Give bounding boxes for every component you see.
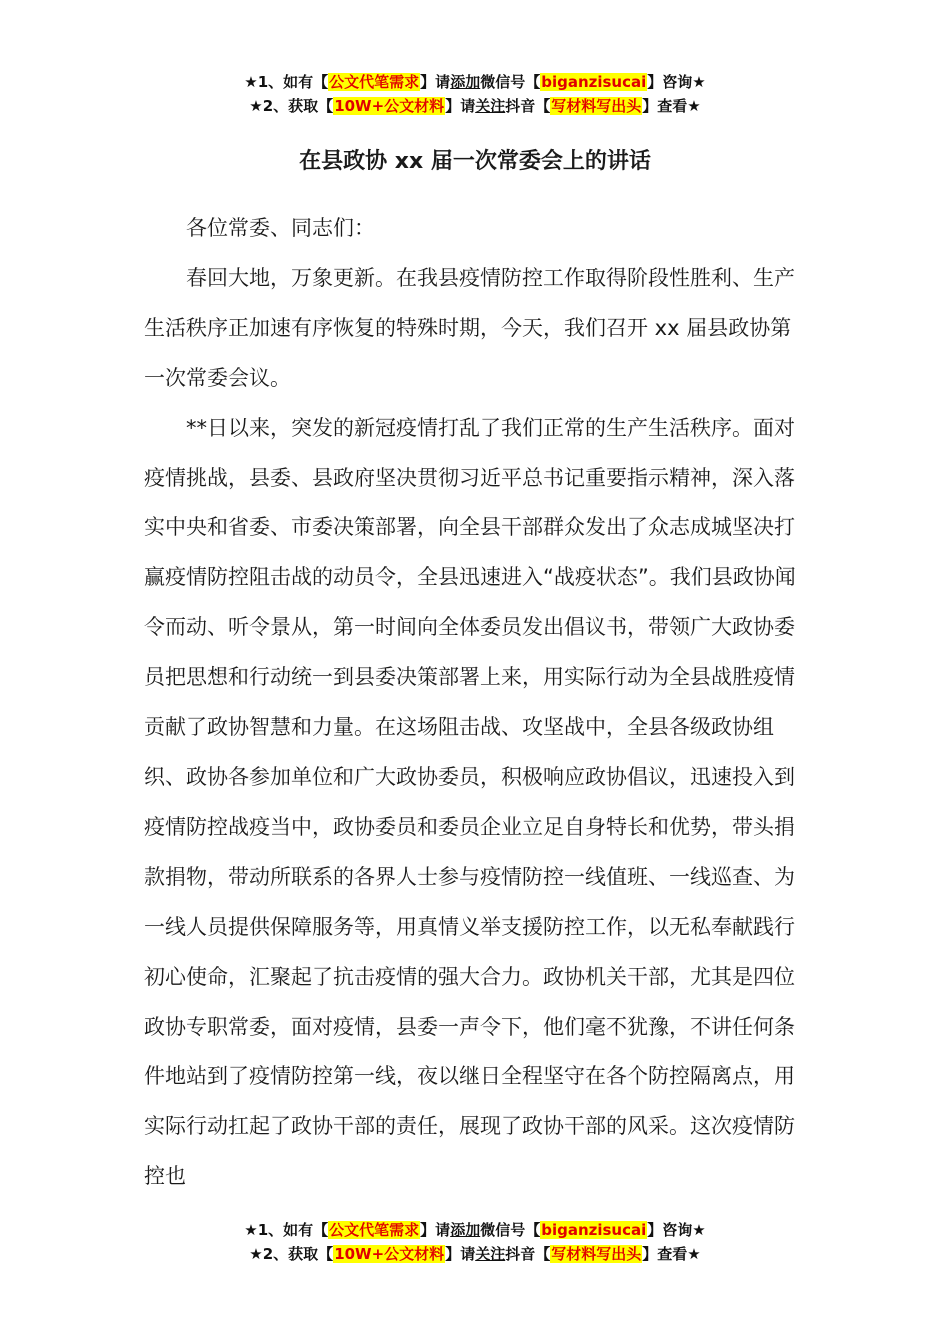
footer-line-2-highlight-1: 10W+公文材料 [334, 1245, 445, 1263]
banner-line-1-highlight-1: 公文代笔需求 [329, 73, 420, 91]
banner-line-2-prefix: ★2、获取【 [249, 97, 334, 115]
footer-banner [0, 1218, 950, 1266]
footer-line-1-highlight-1: 公文代笔需求 [329, 1221, 420, 1239]
footer-line-1-suffix: 】咨询★ [647, 1221, 706, 1239]
banner-line-1-underlined: 添加 [450, 73, 481, 91]
banner-line-1 [0, 70, 950, 94]
footer-banner-line-1 [0, 1218, 950, 1242]
banner-line-1-prefix: ★1、如有【 [244, 73, 329, 91]
footer-line-1-prefix: ★1、如有【 [244, 1221, 329, 1239]
footer-line-1-underlined: 添加 [450, 1221, 481, 1239]
paragraph-salutation: 各位常委、同志们： [186, 216, 375, 240]
document-body [144, 204, 810, 1202]
banner-line-2-mid-1: 】请 [445, 97, 476, 115]
footer-line-2-suffix: 】查看★ [642, 1245, 701, 1263]
footer-line-2-prefix: ★2、获取【 [249, 1245, 334, 1263]
banner-line-2-suffix: 】查看★ [642, 97, 701, 115]
footer-line-1-mid-1: 】请 [420, 1221, 451, 1239]
banner-line-1-highlight-2: biganzisucai [541, 73, 647, 91]
banner-line-1-suffix: 】咨询★ [647, 73, 706, 91]
footer-line-1-mid-2: 微信号【 [480, 1221, 541, 1239]
footer-line-2-mid-2: 抖音【 [505, 1245, 551, 1263]
banner-line-2-highlight-2: 写材料写出头 [551, 97, 642, 115]
header-banner [0, 70, 950, 118]
banner-line-1-mid-2: 微信号【 [480, 73, 541, 91]
banner-line-2-mid-2: 抖音【 [505, 97, 551, 115]
footer-line-2-highlight-2: 写材料写出头 [551, 1245, 642, 1263]
document-title: 在县政协 xx 届一次常委会上的讲话 [299, 149, 651, 174]
footer-line-2-underlined: 关注 [475, 1245, 506, 1263]
paragraph-main: **日以来，突发的新冠疫情打乱了我们正常的生产生活秩序。面对疫情挑战，县委、县政府坚决贯彻习近平总书记重要指示精神，深入落实中央和省委、市委决策部署，向全县干部群众发出了众志成城坚决打赢疫情防控阻击战的动员令，全县迅速进入“战疫状态”。我们县政协闻令而动、听令景从，第一时间向全体委员发出倡议书，带领广大政协委员把思想和行动统一到县委决策部署上来，用实际行动为全县战胜疫情贡献了政协智慧和力量。在这场阻击战、攻坚战中，全县各级政协组织、政协各参加单位和广大政协委员，积极响应政协倡议，迅速投入到疫情防控战疫当中，政协委员和委员企业立足自身特长和优势，带头捐款捐物，带动所联系的各界人士参与疫情防控一线值班、一线巡查、为一线人员提供保障服务等，用真情义举支援防控工作，以无私奉献践行初心使命，汇聚起了抗击疫情的强大合力。政协机关干部，尤其是四位政协专职常委，面对疫情，县委一声令下，他们毫不犹豫，不讲任何条件地站到了疫情防控第一线，夜以继日全程坚守在各个防控隔离点，用实际行动扛起了政协干部的责任，展现了政协干部的风采。这次疫情防控也 [144, 415, 796, 1189]
footer-banner-line-2 [0, 1242, 950, 1266]
footer-line-2-mid-1: 】请 [445, 1245, 476, 1263]
paragraph-opening: 春回大地，万象更新。在我县疫情防控工作取得阶段性胜利、生产生活秩序正加速有序恢复的特殊时期，今天，我们召开 xx 届县政协第一次常委会议。 [144, 265, 795, 390]
footer-line-1-highlight-2: biganzisucai [541, 1221, 647, 1239]
banner-line-2 [0, 94, 950, 118]
banner-line-1-mid-1: 】请 [420, 73, 451, 91]
banner-line-2-highlight-1: 10W+公文材料 [334, 97, 445, 115]
banner-line-2-underlined: 关注 [475, 97, 506, 115]
